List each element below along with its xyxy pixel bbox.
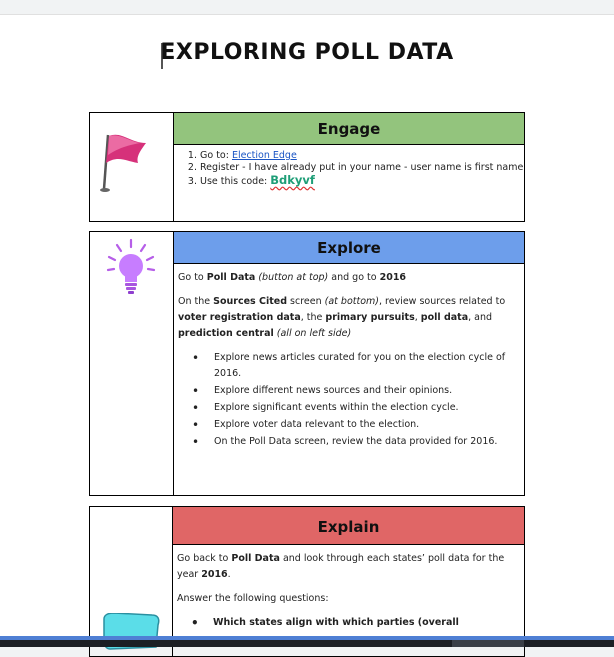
step-1-prefix: Go to: xyxy=(200,150,229,161)
explore-paragraph-2: On the Sources Cited screen (at bottom), review sources related to voter registration data, the primary pursuits, poll data, and prediction central (all on left side) xyxy=(178,296,506,339)
explore-paragraph-1: Go to Poll Data (button at top) and go to 2016 xyxy=(178,272,407,283)
explore-header: Explore xyxy=(174,232,524,264)
speech-bubble-icon xyxy=(100,613,170,653)
explore-content-cell xyxy=(174,232,525,496)
engage-content-cell xyxy=(174,113,525,222)
flag-icon xyxy=(90,113,173,217)
explore-icon-cell xyxy=(90,232,174,496)
engage-icon-cell xyxy=(90,113,174,222)
document-page xyxy=(0,14,614,647)
lightbulb-icon xyxy=(90,232,173,302)
explain-header: Explain xyxy=(173,507,524,545)
scrollbar-thumb[interactable] xyxy=(452,640,524,647)
list-item: • Explore news articles curated for you on the election cycle of 2016. xyxy=(204,350,518,382)
engage-step-3 xyxy=(200,174,524,188)
list-item: • Explore significant events within the election cycle. xyxy=(204,400,518,416)
step-3-prefix: Use this code: xyxy=(200,176,268,187)
election-edge-link[interactable]: Election Edge xyxy=(231,150,297,161)
explain-bullet-list xyxy=(177,615,518,631)
explain-paragraph-2: Answer the following questions: xyxy=(177,593,329,604)
list-item: • Explore voter data relevant to the election. xyxy=(204,417,518,433)
engage-step-1 xyxy=(200,150,524,162)
explain-icon-cell xyxy=(90,507,173,657)
explore-bullet-list xyxy=(178,350,518,450)
engage-header: Engage xyxy=(174,113,524,145)
bottom-toolbar xyxy=(0,636,614,647)
explain-content-cell xyxy=(173,507,525,657)
document-title: EXPLORING POLL DATA xyxy=(160,40,454,65)
engage-steps xyxy=(174,145,524,193)
list-item: • Which states align with which parties (overall xyxy=(203,615,518,631)
explain-paragraph-1: Go back to Poll Data and look through each states’ poll data for the year 2016. xyxy=(177,553,505,580)
explore-table xyxy=(89,231,525,496)
explore-content xyxy=(174,264,524,455)
engage-step-2: 2. Register - I have already put in your name - user name is first name xyxy=(200,162,524,174)
explain-table xyxy=(89,506,525,657)
engage-table xyxy=(89,112,525,222)
list-item: • Explore different news sources and their opinions. xyxy=(204,383,518,399)
explain-content xyxy=(173,545,524,636)
list-item: • On the Poll Data screen, review the data provided for 2016. xyxy=(204,434,518,450)
access-code: Bdkyvf xyxy=(270,173,315,187)
